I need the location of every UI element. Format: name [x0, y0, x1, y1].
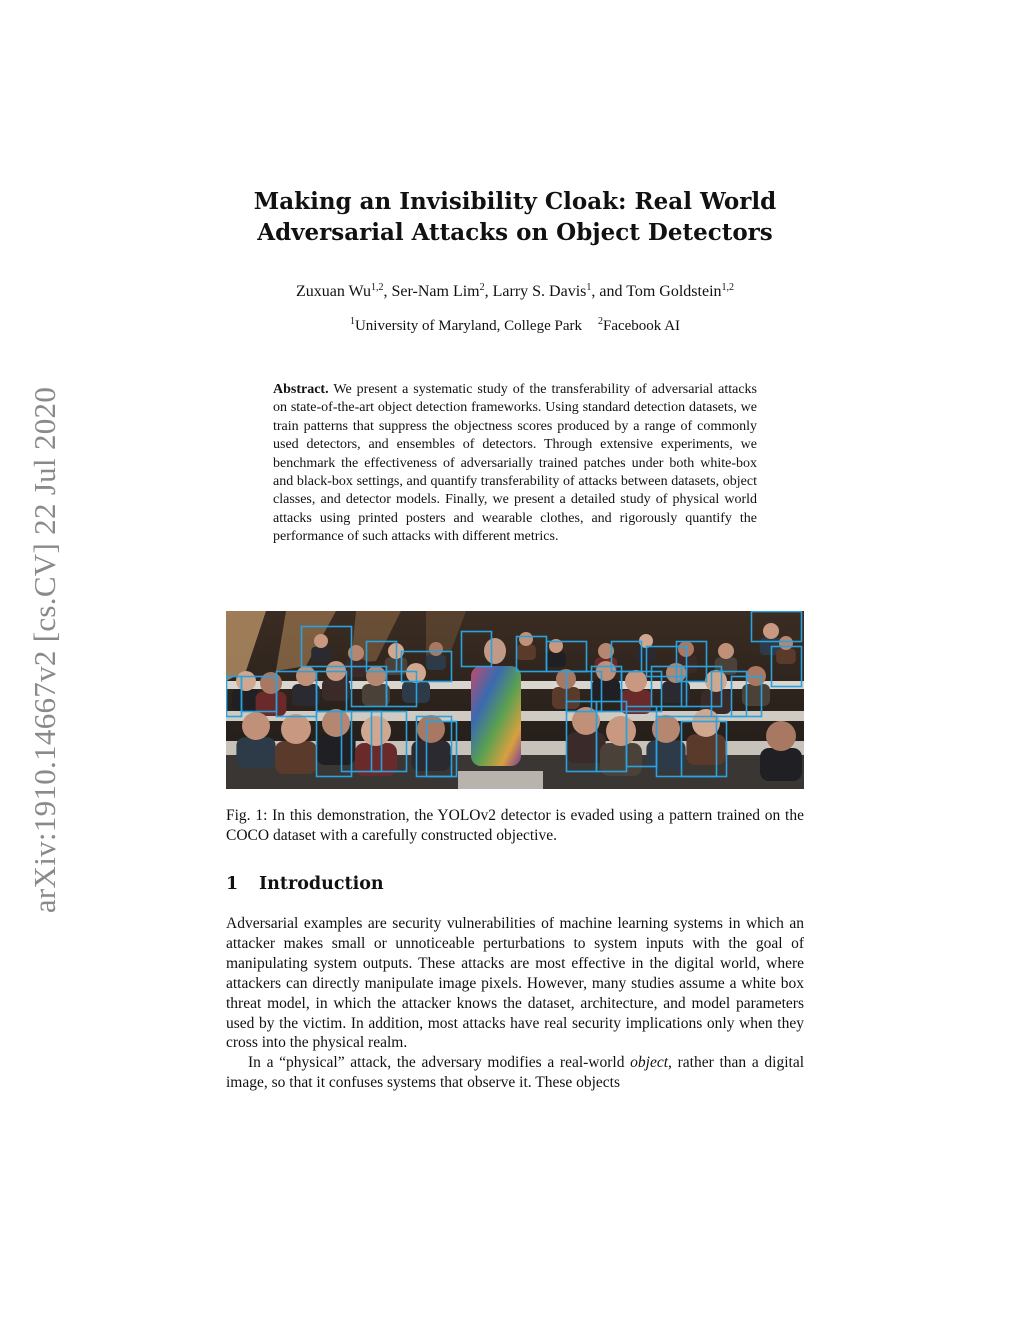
- author-list: [226, 283, 804, 301]
- author-affil-sup: 2: [479, 282, 485, 293]
- author-affil-sup: 1,2: [721, 282, 735, 293]
- section-title: Introduction: [259, 874, 384, 894]
- affil-sup: 1: [349, 316, 355, 327]
- student-body: [311, 647, 331, 662]
- student-face-blurred: [242, 712, 270, 740]
- student-body: [316, 734, 355, 765]
- title-line-2: Adversarial Attacks on Object Detectors: [257, 219, 773, 246]
- arxiv-stamp: [27, 365, 62, 935]
- author-affil-sup: 1,2: [371, 282, 384, 293]
- student-face-blurred: [361, 716, 391, 746]
- floor-patch: [458, 771, 543, 789]
- author-separator: ,: [383, 283, 392, 300]
- student-body: [516, 645, 536, 660]
- face-blurred: [484, 638, 506, 664]
- student-face-blurred: [296, 666, 316, 686]
- student-body: [256, 692, 287, 716]
- abstract: [273, 381, 757, 547]
- affiliations: [226, 318, 804, 335]
- student-face-blurred: [260, 672, 282, 694]
- student-face-blurred: [718, 643, 734, 659]
- paper-title: [226, 186, 804, 248]
- student-body: [592, 679, 620, 701]
- abstract-label: Abstract.: [273, 382, 329, 397]
- title-line-1: Making an Invisibility Cloak: Real World: [253, 188, 777, 215]
- intro-body: [226, 914, 804, 1093]
- author-affil-sup: 1: [586, 282, 592, 293]
- student-face-blurred: [366, 666, 386, 686]
- student-body: [236, 737, 275, 768]
- affil-sup: 2: [597, 316, 603, 327]
- student-face-blurred: [766, 721, 796, 751]
- student-face-blurred: [606, 716, 636, 746]
- student-body: [345, 659, 367, 677]
- student-body: [275, 741, 317, 774]
- author-separator: ,: [484, 283, 493, 300]
- section-number: 1: [226, 874, 239, 894]
- student-body: [776, 649, 796, 664]
- abstract-text: We present a systematic study of the transferability of adversarial attacks on state-of-the-art object detection frameworks. Using standard detection datasets, we train patterns that suppress the objectness scores produced by a range of commonly used detectors, and ensembles of detectors. Through extensive experiments, we benchmark the effectiveness of adversarially trained patches under both white-box and black-box settings, and quantify transferability of attacks between datasets, object classes, and detector models. Finally, we present a detailed study of physical world attacks using printed posters and wearable clothes, and rigorously quantify the performance of such attacks with different metrics.: [273, 382, 757, 545]
- author-name: Tom Goldstein: [626, 283, 722, 300]
- classroom-detection-photo: [226, 611, 804, 789]
- student-body: [760, 748, 802, 781]
- arxiv-stamp-text: arXiv:1910.14667v2 [cs.CV] 22 Jul 2020: [27, 386, 62, 914]
- figure-caption: Fig. 1: In this demonstration, the YOLOv2 detector is evaded using a pattern trained on the COCO dataset with a carefully constructed objective.: [226, 807, 804, 844]
- student-face-blurred: [348, 645, 364, 661]
- student-face-blurred: [763, 623, 779, 639]
- author-name: Larry S. Davis: [492, 283, 587, 300]
- author-separator: , and: [591, 283, 627, 300]
- student-face-blurred: [281, 714, 311, 744]
- student-face-blurred: [625, 670, 647, 692]
- student-body: [566, 732, 605, 763]
- affiliation-name: Facebook AI: [602, 318, 681, 334]
- affiliation-name: University of Maryland, College Park: [354, 318, 582, 334]
- student-body: [546, 652, 566, 667]
- intro-paragraph-1: Adversarial examples are security vulnerabilities of machine learning systems in which an attacker makes small or unnoticeable perturbations to system inputs with the goal of manipulating system outputs. These attacks are most effective in the digital world, where attackers can directly manipulate image pixels. However, many studies assume a white box threat model, in which the attacker knows the dataset, architecture, and model parameters used by the victim. In addition, most attacks have real security implications only when they cross into the physical realm.: [226, 915, 804, 1052]
- student-face-blurred: [779, 636, 793, 650]
- student-face-blurred: [705, 670, 727, 692]
- intro-p2-before: In a “physical” attack, the adversary modifies a real-world: [248, 1054, 631, 1072]
- author-name: Zuxuan Wu: [295, 283, 372, 300]
- adversarial-pattern: [471, 666, 521, 766]
- student-face-blurred: [519, 632, 533, 646]
- student-face-blurred: [314, 634, 328, 648]
- student-body: [426, 655, 446, 670]
- student-face-blurred: [417, 715, 445, 743]
- figure-photo: [226, 611, 804, 789]
- student-face-blurred: [236, 671, 256, 691]
- intro-p2-emphasis: object: [630, 1054, 669, 1072]
- student-face-blurred: [429, 642, 443, 656]
- section-heading: [226, 874, 384, 894]
- author-name: Ser-Nam Lim: [391, 283, 480, 300]
- student-body: [686, 734, 725, 765]
- student-face-blurred: [322, 709, 350, 737]
- intro-p2-after: , rather than a digital image, so that it confuses systems that observe it. These objects: [226, 1054, 805, 1092]
- intro-paragraph-2: [226, 1053, 804, 1093]
